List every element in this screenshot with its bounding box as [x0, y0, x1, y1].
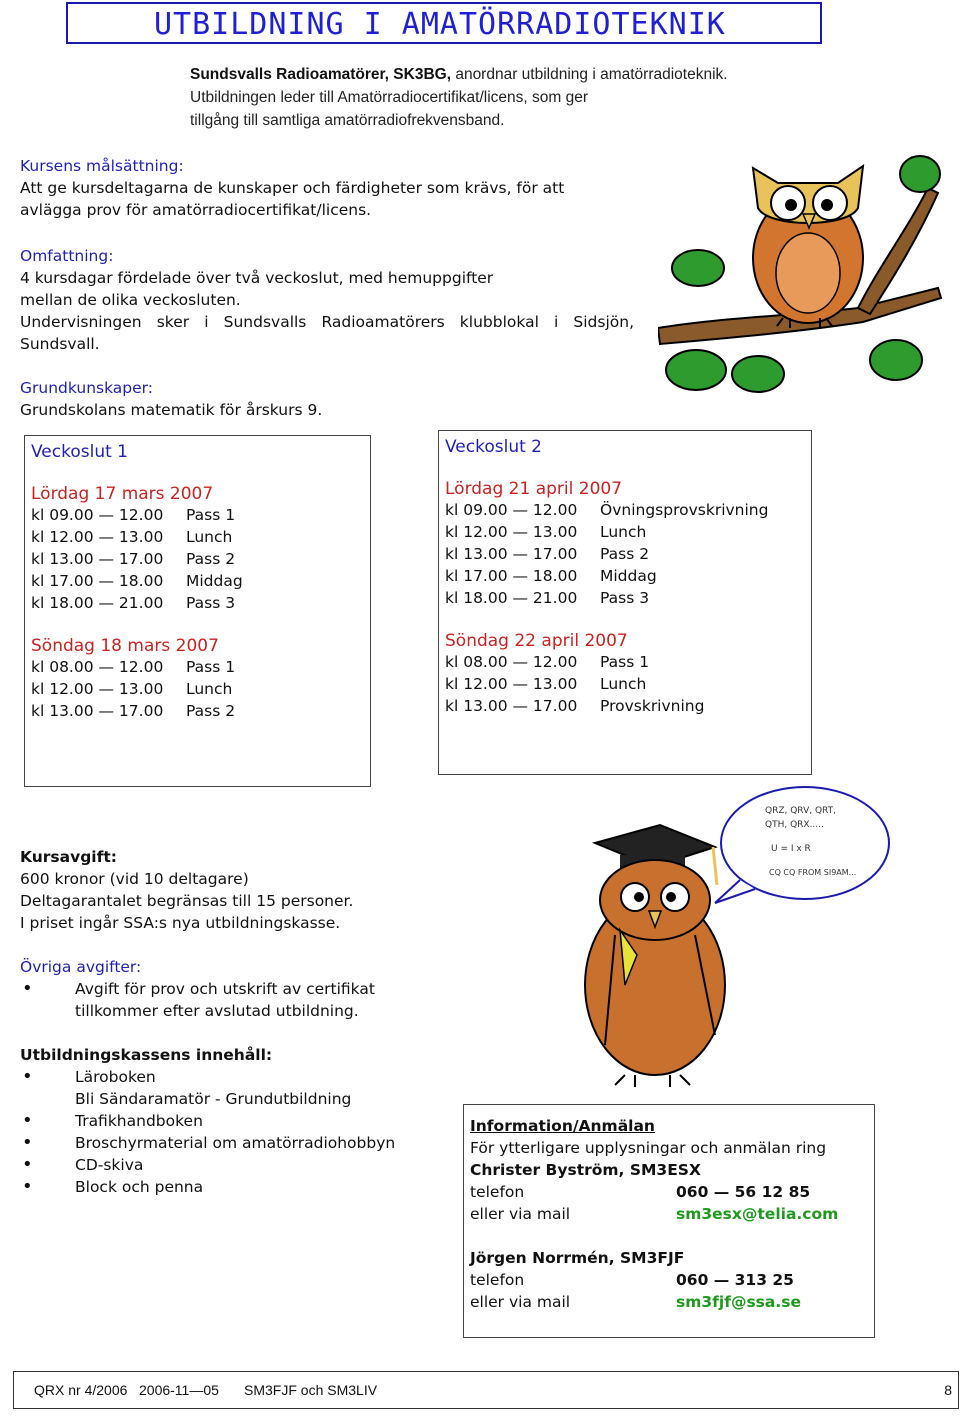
- schedule-row: kl 08.00 — 12.00 Pass 1: [31, 658, 236, 676]
- bubble-line: QRZ, QRV, QRT,: [765, 806, 836, 816]
- schedule-row: kl 13.00 — 17.00 Pass 2: [445, 545, 650, 563]
- list-item: • Block och penna: [22, 1176, 204, 1197]
- weekend1-schedule: [24, 435, 371, 787]
- scope-section: [20, 245, 634, 355]
- contact-phone-row: telefon 060 — 313 25: [470, 1271, 794, 1289]
- contact-name: Christer Byström, SM3ESX: [470, 1161, 701, 1179]
- goal-line: Att ge kursdeltagarna de kunskaper och färdigheter som krävs, för att: [20, 179, 565, 197]
- title-box: [66, 2, 822, 44]
- intro-line2: Utbildningen leder till Amatörradiocertifikat/licens, som ger: [190, 89, 589, 106]
- footer-page-number: 8: [944, 1382, 952, 1398]
- goal-section: [20, 155, 564, 221]
- footer-date: 2006-11—05: [139, 1382, 219, 1398]
- kit-section: [20, 1044, 450, 1198]
- schedule-row: kl 09.00 — 12.00 Pass 1: [31, 506, 236, 524]
- schedule-row: kl 13.00 — 17.00 Pass 2: [31, 702, 236, 720]
- other-fees-section: [20, 956, 440, 1022]
- bullet-icon: •: [22, 1132, 33, 1153]
- list-item: • CD-skiva: [22, 1154, 144, 1175]
- contact-mail-row: eller via mail sm3esx@telia.com: [470, 1205, 839, 1223]
- bullet-icon: •: [22, 1176, 33, 1197]
- footer-authors: SM3FJF och SM3LIV: [244, 1382, 378, 1398]
- bubble-line: U = I x R: [771, 844, 811, 854]
- fee-line: I priset ingår SSA:s nya utbildningskasse.: [20, 914, 341, 932]
- schedule-row: kl 17.00 — 18.00 Middag: [445, 567, 657, 585]
- bullet-icon: •: [22, 1110, 33, 1131]
- contact-phone-row: telefon 060 — 56 12 85: [470, 1183, 811, 1201]
- bullet-icon: •: [22, 1154, 33, 1175]
- info-box: [463, 1104, 875, 1338]
- intro-org: Sundsvalls Radioamatörer, SK3BG,: [190, 66, 452, 83]
- other-fees-heading: Övriga avgifter:: [20, 958, 142, 976]
- bullet-icon: •: [22, 978, 33, 999]
- fee-line: 600 kronor (vid 10 deltagare): [20, 870, 249, 888]
- weekend2-day1-heading: Lördag 21 april 2007: [445, 479, 623, 499]
- fee-section: [20, 846, 353, 934]
- info-intro: För ytterligare upplysningar och anmälan ring: [470, 1139, 827, 1157]
- fee-line: Deltagarantalet begränsas till 15 personer.: [20, 892, 354, 910]
- contact-email-link[interactable]: sm3esx@telia.com: [676, 1205, 839, 1223]
- bubble-line: CQ CQ FROM SI9AM...: [769, 868, 857, 877]
- weekend2-title: Veckoslut 2: [445, 437, 542, 457]
- schedule-row: kl 17.00 — 18.00 Middag: [31, 572, 243, 590]
- weekend1-title: Veckoslut 1: [31, 442, 128, 462]
- page-title: UTBILDNING I AMATÖRRADIOTEKNIK: [154, 7, 726, 42]
- owl-on-branch-illustration: [658, 148, 944, 400]
- schedule-row: kl 08.00 — 12.00 Pass 1: [445, 653, 650, 671]
- kit-heading: Utbildningskassens innehåll:: [20, 1046, 273, 1064]
- schedule-row: kl 12.00 — 13.00 Lunch: [445, 523, 647, 541]
- intro-line1: anordnar utbildning i amatörradioteknik.: [451, 66, 728, 83]
- scope-line: Undervisningen sker i Sundsvalls Radioamatörers klubblokal i Sidsjön,: [20, 313, 634, 331]
- schedule-row: kl 12.00 — 13.00 Lunch: [445, 675, 647, 693]
- schedule-row: kl 09.00 — 12.00 Övningsprovskrivning: [445, 501, 769, 519]
- info-heading: Information/Anmälan: [470, 1117, 655, 1135]
- bubble-line: QTH, QRX.....: [765, 820, 824, 830]
- list-item: • Avgift för prov och utskrift av certifikat tillkommer efter avslutad utbildning.: [22, 978, 375, 1020]
- weekend1-day2-heading: Söndag 18 mars 2007: [31, 636, 219, 656]
- owl-teacher-illustration: [565, 785, 895, 1090]
- list-item: • Broschyrmaterial om amatörradiohobbyn: [22, 1132, 396, 1153]
- intro-line3: tillgång till samtliga amatörradiofrekvensband.: [190, 112, 505, 129]
- intro-paragraph: [190, 63, 728, 132]
- goal-line: avlägga prov för amatörradiocertifikat/licens.: [20, 201, 372, 219]
- contact-name: Jörgen Norrmén, SM3FJF: [470, 1249, 685, 1267]
- footer-issue: QRX nr 4/2006: [34, 1382, 128, 1398]
- scope-line: 4 kursdagar fördelade över två veckoslut, med hemuppgifter: [20, 269, 494, 287]
- weekend1-day1-heading: Lördag 17 mars 2007: [31, 484, 214, 504]
- scope-heading: Omfattning:: [20, 247, 114, 265]
- schedule-row: kl 18.00 — 21.00 Pass 3: [445, 589, 650, 607]
- basics-heading: Grundkunskaper:: [20, 379, 153, 397]
- basics-section: [20, 377, 322, 421]
- schedule-row: kl 13.00 — 17.00 Provskrivning: [445, 697, 705, 715]
- schedule-row: kl 12.00 — 13.00 Lunch: [31, 680, 233, 698]
- bullet-icon: •: [22, 1066, 33, 1087]
- basics-text: Grundskolans matematik för årskurs 9.: [20, 401, 323, 419]
- list-item: • Trafikhandboken: [22, 1110, 203, 1131]
- list-item: • Läroboken Bli Sändaramatör - Grundutbildning: [22, 1066, 352, 1108]
- goal-heading: Kursens målsättning:: [20, 157, 184, 175]
- schedule-row: kl 13.00 — 17.00 Pass 2: [31, 550, 236, 568]
- scope-line: Sundsvall.: [20, 335, 100, 353]
- contact-email-link[interactable]: sm3fjf@ssa.se: [676, 1293, 801, 1311]
- fee-heading: Kursavgift:: [20, 848, 117, 866]
- scope-line: mellan de olika veckosluten.: [20, 291, 241, 309]
- weekend2-day2-heading: Söndag 22 april 2007: [445, 631, 628, 651]
- schedule-row: kl 18.00 — 21.00 Pass 3: [31, 594, 236, 612]
- page-footer: [13, 1371, 959, 1409]
- contact-mail-row: eller via mail sm3fjf@ssa.se: [470, 1293, 801, 1311]
- schedule-row: kl 12.00 — 13.00 Lunch: [31, 528, 233, 546]
- weekend2-schedule: [438, 430, 812, 775]
